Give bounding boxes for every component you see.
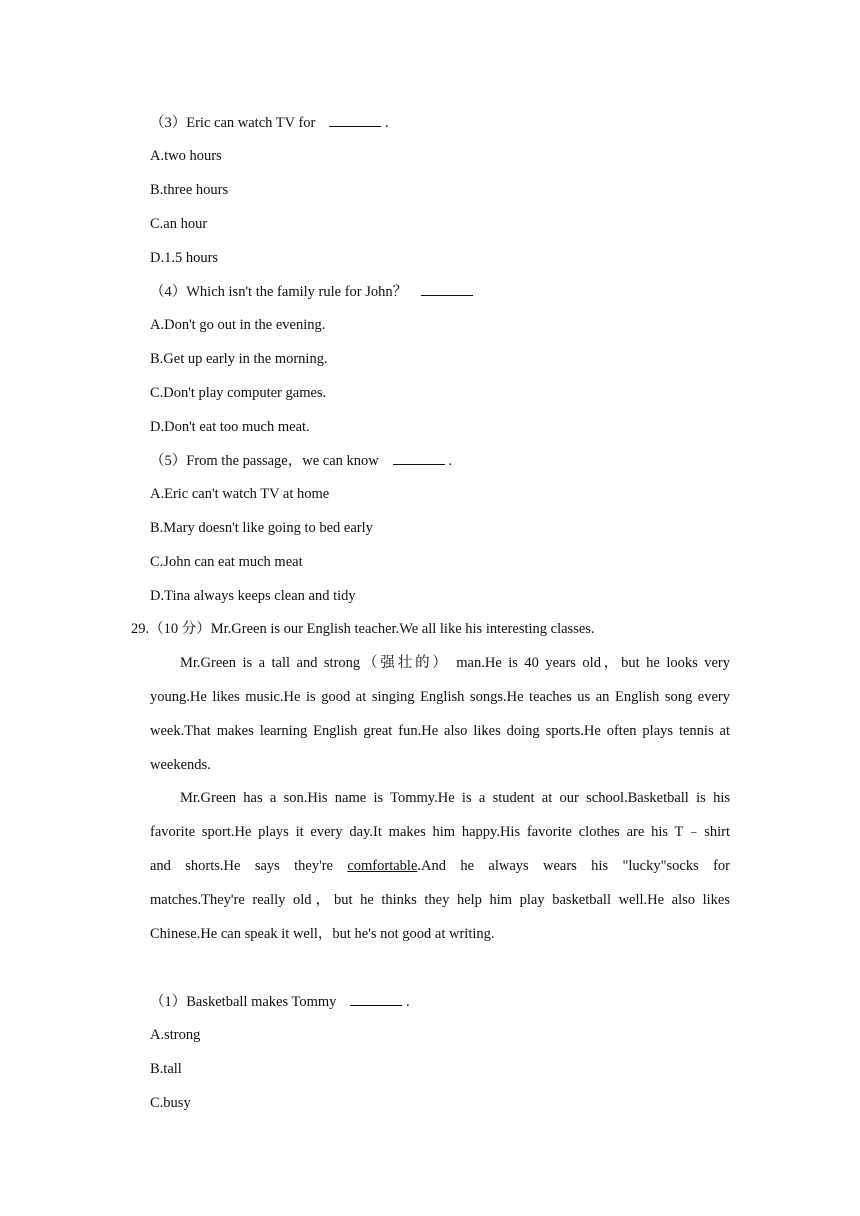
q5-option-b: B.Mary doesn't like going to bed early — [150, 520, 373, 536]
q5-stem — [150, 451, 452, 470]
paragraph-text: and shorts.He says they're — [150, 858, 333, 874]
answer-blank — [393, 451, 445, 465]
paragraph-line: favorite sport.He plays it every day.It makes him happy.His favorite clothes are his T﹣shirt — [150, 824, 730, 840]
q4-option-d: D.Don't eat too much meat. — [150, 419, 310, 435]
paragraph-line-with-underline — [150, 857, 730, 875]
q5-stem-text: （5）From the passage，we can know — [150, 453, 379, 469]
paragraph-line: weekends. — [150, 757, 211, 773]
q29-header: 29.（10 分）Mr.Green is our English teacher.We all like his interesting classes. — [131, 621, 595, 637]
q3-option-d: D.1.5 hours — [150, 250, 219, 266]
paragraph-text: .And he always wears his "lucky"socks for — [417, 858, 730, 874]
q5-option-c: C.John can eat much meat — [150, 554, 303, 570]
q4-stem — [150, 282, 473, 301]
q29-1-option-b: B.tall — [150, 1061, 182, 1077]
paragraph-line: young.He likes music.He is good at singing English songs.He teaches us an English song every — [150, 689, 730, 705]
passage-paragraph-2 — [150, 789, 730, 943]
paragraph-line: week.That makes learning English great fun.He also likes doing sports.He often plays tennis at — [150, 723, 730, 739]
q5-tail: . — [448, 453, 452, 469]
q3-tail: . — [384, 115, 389, 131]
q29-1-option-a: A.strong — [150, 1027, 201, 1043]
q3-stem-text: （3）Eric can watch TV for — [150, 115, 316, 131]
q3-option-c: C.an hour — [150, 216, 208, 232]
q29-1-stem-text: （1）Basketball makes Tommy — [150, 994, 337, 1010]
q4-option-c: C.Don't play computer games. — [150, 385, 327, 401]
paragraph-line: Mr.Green has a son.His name is Tommy.He is a student at our school.Basketball is his — [180, 790, 730, 806]
q4-option-a: A.Don't go out in the evening. — [150, 317, 326, 333]
q29-1-option-c: C.busy — [150, 1095, 191, 1111]
passage-paragraph-1 — [150, 654, 730, 774]
q4-option-b: B.Get up early in the morning. — [150, 351, 328, 367]
underlined-word: comfortable — [347, 858, 418, 874]
q29-1-tail: . — [406, 994, 410, 1010]
q5-option-d: D.Tina always keeps clean and tidy — [150, 588, 356, 604]
q4-stem-text: （4）Which isn't the family rule for John？ — [150, 284, 408, 300]
answer-blank — [421, 282, 473, 296]
answer-blank — [350, 992, 402, 1006]
q3-option-a: A.two hours — [150, 148, 222, 164]
paragraph-line: matches.They're really old，but he thinks they help him play basketball well.He also likes — [150, 892, 730, 908]
q5-option-a: A.Eric can't watch TV at home — [150, 486, 330, 502]
q3-option-b: B.three hours — [150, 182, 229, 198]
paragraph-line: Mr.Green is a tall and strong（强壮的） man.He is 40 years old，but he looks very — [180, 655, 730, 671]
q29-1-stem — [150, 992, 410, 1011]
q3-stem — [150, 113, 389, 132]
answer-blank — [329, 113, 381, 127]
paragraph-line: Chinese.He can speak it well，but he's not good at writing. — [150, 926, 495, 942]
